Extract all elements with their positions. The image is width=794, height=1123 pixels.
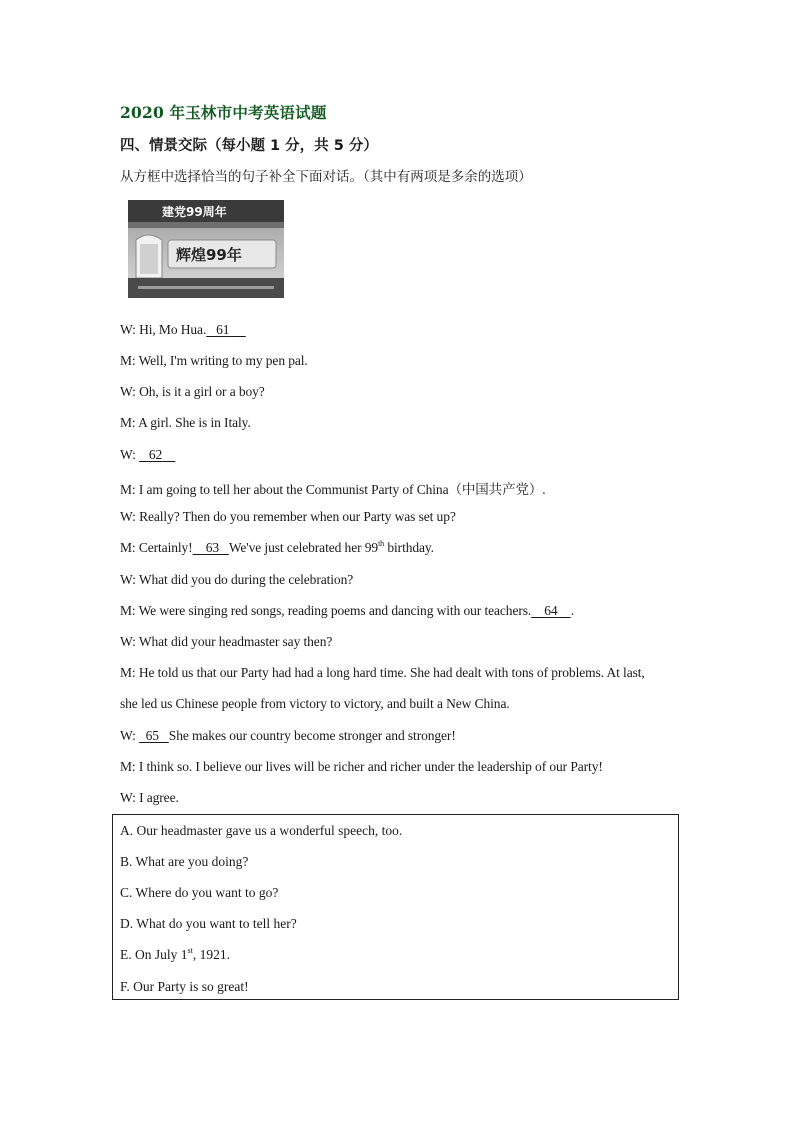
dialogue-line-4: M: A girl. She is in Italy. bbox=[120, 415, 251, 430]
speaker: W: bbox=[120, 322, 136, 337]
line-text: Hi, Mo Hua. bbox=[139, 322, 207, 337]
dialogue-line-6: M: I am going to tell her about the Communist Party of China（中国共产党）. bbox=[120, 482, 546, 497]
dialogue-line-8: M: Certainly! 63 We've just celebrated her 99th birthday. bbox=[120, 539, 434, 555]
banner-text: 建党99周年 bbox=[162, 205, 227, 219]
page-title: 2020 年玉林市中考英语试题 bbox=[120, 103, 327, 122]
dialogue-line-12: M: He told us that our Party had had a long hard time. She had dealt with tons of problems. At last, bbox=[120, 665, 645, 680]
blank-62: 62 bbox=[148, 447, 163, 462]
dialogue-line-7: W: Really? Then do you remember when our Party was set up? bbox=[120, 509, 456, 524]
photo-illustration bbox=[128, 200, 284, 298]
options-box bbox=[112, 814, 679, 1000]
dialogue-line-9: W: What did you do during the celebration? bbox=[120, 572, 354, 587]
instructions: 从方框中选择恰当的句子补全下面对话。（其中有两项是多余的选项） bbox=[120, 169, 532, 185]
option-a: A. Our headmaster gave us a wonderful speech, too. bbox=[120, 823, 403, 838]
party-anniversary-photo bbox=[128, 200, 284, 298]
section-heading: 四、情景交际（每小题 1 分，共 5 分） bbox=[120, 138, 378, 154]
dialogue-line-5: W: 62 bbox=[120, 447, 175, 463]
option-e: E. On July 1st, 1921. bbox=[120, 946, 230, 962]
option-d: D. What do you want to tell her? bbox=[120, 916, 297, 931]
dialogue-line-14: W: 65 She makes our country become stronger and stronger! bbox=[120, 728, 456, 743]
blank-64: 64 bbox=[544, 603, 558, 618]
dialogue-line-16: W: I agree. bbox=[120, 790, 179, 805]
dialogue-line-1 bbox=[120, 322, 246, 338]
headline-text: 辉煌99年 bbox=[176, 246, 242, 264]
blank-63: 63 bbox=[205, 540, 219, 555]
option-f: F. Our Party is so great! bbox=[120, 979, 249, 994]
dialogue-line-13: she led us Chinese people from victory to victory, and built a New China. bbox=[120, 696, 510, 711]
option-b: B. What are you doing? bbox=[120, 854, 249, 869]
dialogue-line-11: W: What did your headmaster say then? bbox=[120, 634, 333, 649]
dialogue-line-2: M: Well, I'm writing to my pen pal. bbox=[120, 353, 308, 368]
dialogue-line-15: M: I think so. I believe our lives will be richer and richer under the leadership of our Party! bbox=[120, 759, 603, 774]
option-c: C. Where do you want to go? bbox=[120, 885, 279, 900]
blank-65: 65 bbox=[145, 728, 159, 743]
dialogue-line-10: M: We were singing red songs, reading poems and dancing with our teachers. 64 . bbox=[120, 603, 574, 618]
blank-61: 61 bbox=[216, 322, 230, 337]
dialogue-line-3: W: Oh, is it a girl or a boy? bbox=[120, 384, 265, 399]
